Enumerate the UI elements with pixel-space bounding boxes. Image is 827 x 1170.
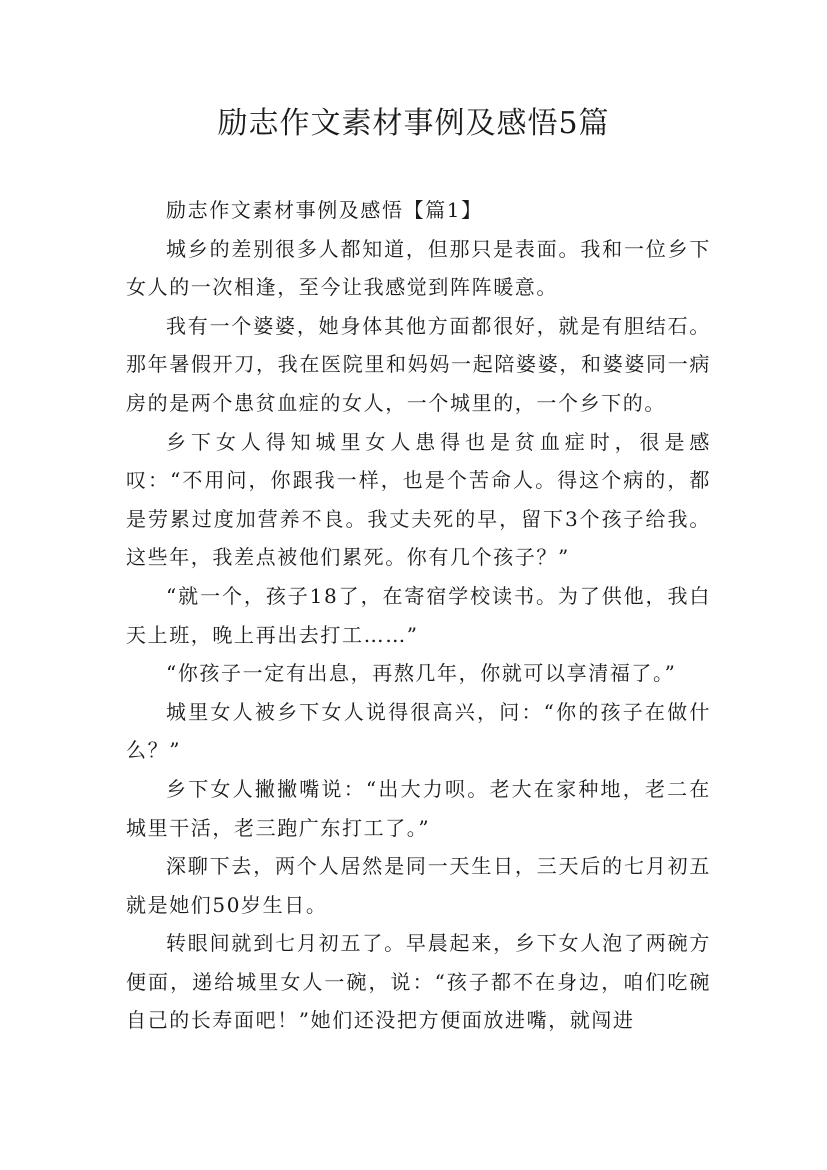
section-heading: 励志作文素材事例及感悟【篇1】 [166,198,483,222]
paragraph: 城里女人被乡下女人说得很高兴，问：“你的孩子在做什么？” [126,699,711,763]
document-body [126,191,711,1040]
paragraph: 乡下女人撇撇嘴说：“出大力呗。老大在家种地，老二在城里干活，老三跑广东打工了。” [126,776,711,840]
document-title: 励志作文素材事例及感悟5篇 [217,106,610,141]
paragraph: 转眼间就到七月初五了。早晨起来，乡下女人泡了两碗方便面，递给城里女人一碗，说：“孩子都不在身边，咱们吃碗自己的长寿面吧！”她们还没把方便面放进嘴，就闯进 [126,931,711,1033]
paragraph: 我有一个婆婆，她身体其他方面都很好，就是有胆结石。那年暑假开刀，我在医院里和妈妈一起陪婆婆，和婆婆同一病房的是两个患贫血症的女人，一个城里的，一个乡下的。 [126,313,711,415]
paragraph: “你孩子一定有出息，再熬几年，你就可以享清福了。” [166,661,677,686]
paragraph: 乡下女人得知城里女人患得也是贫血症时，很是感叹：“不用问，你跟我一样，也是个苦命人。得这个病的，都是劳累过度加营养不良。我丈夫死的早，留下3个孩子给我。这些年，我差点被他们累死。你有几个孩子？” [126,429,711,570]
paragraph: 深聊下去，两个人居然是同一天生日，三天后的七月初五就是她们50岁生日。 [126,854,711,917]
paragraph: 城乡的差别很多人都知道，但那只是表面。我和一位乡下女人的一次相逢，至今让我感觉到阵阵暖意。 [126,236,711,300]
paragraph: “就一个，孩子18了，在寄宿学校读书。为了供他，我白天上班，晚上再出去打工……” [126,583,711,647]
